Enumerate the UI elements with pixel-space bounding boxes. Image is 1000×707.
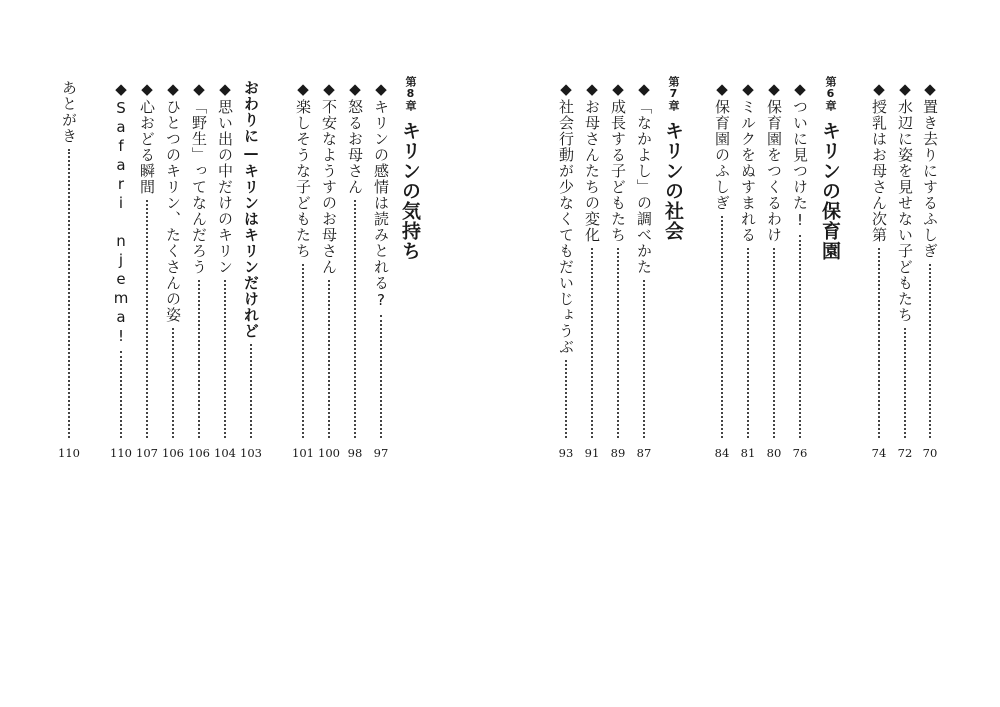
toc-entry[interactable] [161,80,185,460]
page-number: 84 [714,446,730,460]
page-number: 70 [922,446,938,460]
dot-leader [591,248,593,438]
page-number: 103 [240,446,262,460]
entry-title: ◆不安なようすのお母さん [320,80,338,275]
entry-title: ◆保育園をつくるわけ [765,80,783,243]
entry-title: ◆ミルクをぬすまれる [739,80,757,243]
chapter-title: キリンの気持ち [399,121,421,261]
page-number: 101 [292,446,314,460]
page-number: 87 [636,446,652,460]
toc-entry[interactable] [317,80,341,460]
toc-entry[interactable] [606,80,630,460]
toc-entry[interactable] [893,80,917,460]
toc-entry[interactable] [369,80,393,460]
toc-entry[interactable] [788,80,812,460]
dot-leader [146,200,148,438]
toc-entry[interactable] [762,80,786,460]
entry-title: ◆水辺に姿を見せない子どもたち [896,80,914,323]
entry-title: ◆「野生」ってなんだろう [190,80,208,275]
dot-leader [643,280,645,438]
dot-leader [904,328,906,438]
page-number: 97 [373,446,389,460]
toc-entry[interactable] [239,80,263,460]
entry-title: ◆ついに見つけた! [791,80,809,230]
dot-leader [799,235,801,438]
chapter-label: 第8章 [404,76,417,111]
dot-leader [747,248,749,438]
toc-entry[interactable] [187,80,211,460]
dot-leader [172,328,174,438]
page-number: 93 [558,446,574,460]
toc-entry[interactable] [213,80,237,460]
page-number: 98 [347,446,363,460]
entry-title: ◆「なかよし」の調べかた [635,80,653,275]
toc-entry[interactable] [580,80,604,460]
page-number: 110 [110,446,132,460]
entry-title: あとがき [60,80,78,144]
dot-leader [354,200,356,438]
toc-entry[interactable] [867,80,891,460]
dot-leader [198,280,200,438]
entry-title: ◆キリンの感情は読みとれる? [372,80,390,310]
page-number: 81 [740,446,756,460]
entry-title: ◆思い出の中だけのキリン [216,80,234,275]
entry-title: ◆置き去りにするふしぎ [921,80,939,259]
chapter-title: キリンの保育園 [819,121,841,261]
page-number: 74 [871,446,887,460]
dot-leader [565,360,567,438]
dot-leader [773,248,775,438]
toc-entry[interactable] [632,80,656,460]
entry-title: ◆ひとつのキリン、たくさんの姿 [164,80,182,323]
page-number: 106 [162,446,184,460]
page-number: 100 [318,446,340,460]
entry-title: ◆怒るお母さん [346,80,364,195]
toc-entry[interactable] [736,80,760,460]
page-number: 89 [610,446,626,460]
entry-title: おわりに—キリンはキリンだけれど [242,80,260,339]
toc-entry[interactable] [554,80,578,460]
page-number: 91 [584,446,600,460]
dot-leader [380,315,382,438]
page-number: 72 [897,446,913,460]
toc-entry[interactable] [291,80,315,460]
page-number: 104 [214,446,236,460]
page-number: 80 [766,446,782,460]
entry-title: ◆成長する子どもたち [609,80,627,243]
dot-leader [617,248,619,438]
toc-entry[interactable] [918,80,942,460]
dot-leader [120,351,122,438]
chapter-heading-8 [395,76,425,261]
page-number: 76 [792,446,808,460]
toc-entry[interactable] [343,80,367,460]
entry-title: ◆心おどる瞬間 [138,80,156,195]
entry-title: ◆授乳はお母さん次第 [870,80,888,243]
dot-leader [929,264,931,438]
toc-entry[interactable] [710,80,734,460]
chapter-label: 第6章 [824,76,837,111]
dot-leader [68,149,70,438]
toc-entry[interactable] [109,80,133,460]
page-number: 107 [136,446,158,460]
chapter-title: キリンの社会 [662,121,684,241]
dot-leader [224,280,226,438]
page-number: 106 [188,446,210,460]
entry-title: ◆Safari njema! [112,80,130,346]
chapter-heading-6 [815,76,845,261]
dot-leader [250,344,252,438]
dot-leader [302,264,304,438]
entry-title: ◆社会行動が少なくてもだいじょうぶ [557,80,575,355]
chapter-label: 第7章 [667,76,680,111]
toc-entry[interactable] [135,80,159,460]
entry-title: ◆楽しそうな子どもたち [294,80,312,259]
entry-title: ◆保育園のふしぎ [713,80,731,211]
page-number: 110 [58,446,80,460]
toc-entry[interactable] [57,80,81,460]
dot-leader [878,248,880,438]
chapter-heading-7 [658,76,688,241]
dot-leader [328,280,330,438]
dot-leader [721,216,723,438]
entry-title: ◆お母さんたちの変化 [583,80,601,243]
